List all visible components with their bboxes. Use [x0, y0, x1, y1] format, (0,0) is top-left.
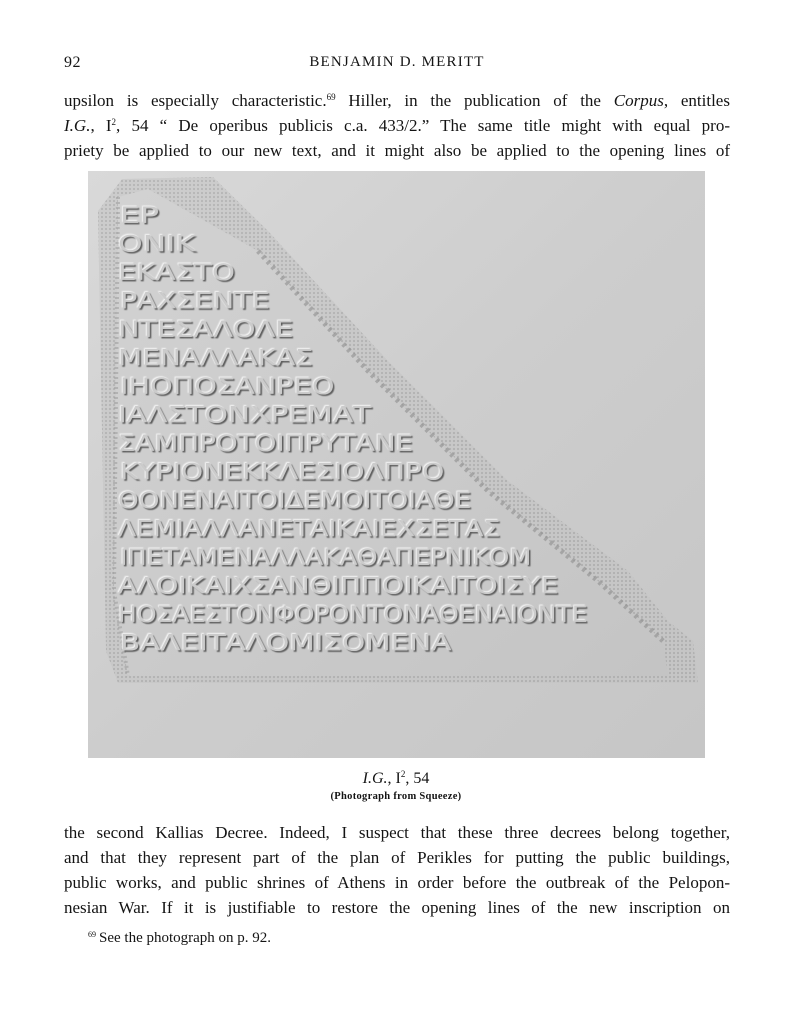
text-run: upsilon is especially characteristic.	[64, 91, 327, 110]
text-line: and that they represent part of the plan of Perikles for putting the public buildings,	[64, 848, 730, 867]
italic-run: I.G.	[64, 116, 91, 135]
inscription-line: ΙΗΟΠΟΣΑΝΡΕΟ	[120, 375, 335, 400]
text-line	[64, 113, 730, 138]
body-paragraph-top	[64, 88, 730, 163]
running-head: BENJAMIN D. MERITT	[309, 54, 485, 70]
superscript: 2	[111, 117, 117, 127]
inscription-line: ΒΑΛΕΙΤΑΛΟΜΙΣΟΜΕΝΑ	[120, 631, 452, 657]
text-run: , entitles	[663, 91, 730, 110]
inscription-line: ΡΑΧΣΕΝΤΕ	[120, 289, 270, 315]
text-line: nesian War. If it is justifiable to restore the opening lines of the new inscription on	[64, 898, 730, 917]
text-run: , 54 “ De operibus publicis c.a. 433/2.” The same title might with equal pro-	[116, 116, 730, 135]
italic-run: Corpus	[613, 91, 664, 110]
text-run: , I	[387, 770, 401, 787]
inscription-line: ΕΡ	[120, 204, 159, 229]
inscription-line: ΚΥΡΙΟΝΕΚΚΛΕΣΙΟΛΠΡΟ	[120, 460, 445, 486]
inscription-line: ΗΟΣΑΕΣΤΟΝΦΟΡΟΝΤΟΝΑΘΕΝΑΙΟΝΤΕ	[118, 603, 588, 628]
italic-run: I.G.	[362, 770, 388, 787]
text-line	[64, 88, 730, 113]
inscription-line: ΛΕΜΙΑΛΛΑΝΕΤΑΙΚΑΙΕΧΣΕΤΑΣ	[118, 517, 501, 543]
inscription-line: ΣΑΜΠΡΟΤΟΙΠΡΥΤΑΝΕ	[118, 432, 414, 457]
footnote	[88, 930, 271, 947]
text-line: the second Kallias Decree. Indeed, I suspect that these three decrees belong together,	[64, 823, 730, 842]
text-run: Hiller, in the publication of the	[335, 91, 614, 110]
inscription-photograph	[88, 171, 705, 758]
inscription-line: ΙΠΕΤΑΜΕΝΑΛΛΑΚΑΘΑΠΕΡΝΙΚΟΜ	[120, 546, 532, 571]
footnote-reference: 69	[326, 92, 336, 102]
text-line: priety be applied to our new text, and it might also be applied to the opening lines of	[64, 141, 730, 160]
inscription-line: ΑΛΟΙΚΑΙΧΣΑΝΘΙΠΠΟΙΚΑΙΤΟΙΣΥΕ	[118, 574, 559, 600]
inscription-line: ΟΝΙΚ	[118, 232, 197, 258]
inscription-line: ΕΚΑΣΤΟ	[118, 261, 235, 286]
inscription-line: ΜΕΝΑΛΛΑΚΑΣ	[118, 346, 313, 372]
footnote-text: See the photograph on p. 92.	[99, 930, 272, 946]
text-line: public works, and public shrines of Athens in order before the outbreak of the Pelopon-	[64, 873, 730, 892]
page-number: 92	[64, 54, 81, 71]
inscription-line: ΝΤΕΣΑΛΟΛΕ	[118, 318, 294, 343]
page-header	[64, 54, 730, 78]
inscription-line: ΘΟΝΕΝΑΙΤΟΙΔΕΜΟΙΤΟΙΑΘΕ	[118, 489, 472, 514]
squeeze-image	[88, 171, 705, 758]
footnote-marker: 69	[88, 930, 96, 939]
body-paragraph-bottom	[64, 820, 730, 920]
text-run: , I	[90, 116, 112, 135]
figure-caption	[0, 770, 792, 788]
superscript: 2	[400, 769, 406, 779]
figure-subcaption: (Photograph from Squeeze)	[330, 791, 462, 802]
inscription-line: ΙΑΛΣΤΟΝΧΡΕΜΑΤ	[118, 403, 373, 429]
text-run: , 54	[405, 770, 430, 787]
